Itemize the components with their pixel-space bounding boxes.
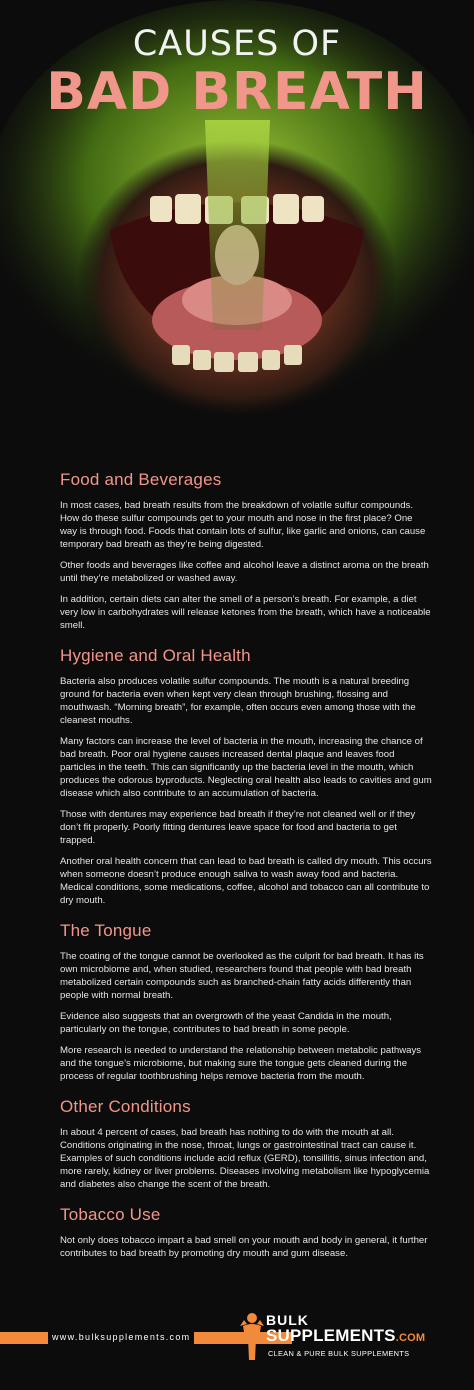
section-the-tongue — [60, 921, 432, 1083]
brand-suffix: .COM — [395, 1332, 426, 1344]
page-title: BAD BREATH — [46, 62, 428, 122]
website-link[interactable]: www.bulksupplements.com — [48, 1329, 194, 1346]
paragraph: Evidence also suggests that an overgrowth of the yeast Candida in the mouth, particularly on the tongue, contributes to bad breath in some people. — [60, 1011, 392, 1035]
article-body — [60, 470, 432, 1274]
paragraph: Bacteria also produces volatile sulfur compounds. The mouth is a natural breeding ground for bacteria even when kept very clean through brushing, flossing and mouthwash. “Morning breath”, for example, often occurs even among those with the cleanest mouths. — [60, 676, 416, 726]
paragraph: The coating of the tongue cannot be overlooked as the culprit for bad breath. It has its own microbiome and, when studied, researchers found that people with bad breath metabolized certain compounds such as branched-chain fatty acids differently than people with normal breath. — [60, 951, 424, 1001]
paragraph: In about 4 percent of cases, bad breath has nothing to do with the mouth at all. Conditions originating in the nose, throat, lungs or gastrointestinal tract can cause it. Examples of such conditions include acid reflux (GERD), tonsillitis, sinus infection and, more rarely, kidney or liver problems. Diseases involving metabolism like hypoglycemia and diabetes also change the scent of the breath. — [60, 1127, 430, 1190]
paragraph: Those with dentures may experience bad breath if they’re not cleaned well or if they don’t fit properly. Poorly fitting dentures leave space for food and bacteria to get trapped. — [60, 809, 416, 846]
section-heading: Tobacco Use — [60, 1205, 161, 1224]
hero-banner — [0, 0, 474, 440]
section-heading: Hygiene and Oral Health — [60, 646, 251, 665]
brand-name-line1: BULK — [266, 1312, 309, 1328]
title-top: CAUSES OF — [132, 24, 342, 64]
paragraph: Many factors can increase the level of bacteria in the mouth, increasing the chance of bad breath. Poor oral hygiene causes increased dental plaque and leaves food particles in the teeth. This can significantly up the bacteria level in the mouth, which produces the odorous byproducts. Neglecting oral health also leads to cavities and gum disease which also contribute to an accumulation of bacteria. — [60, 736, 432, 799]
section-tobacco-use — [60, 1205, 432, 1260]
section-heading: Other Conditions — [60, 1097, 191, 1116]
section-other-conditions — [60, 1097, 432, 1191]
footer — [0, 1300, 474, 1390]
section-hygiene-and-oral-health — [60, 646, 432, 907]
flexing-figure-logo-icon — [240, 1312, 264, 1362]
paragraph: In addition, certain diets can alter the smell of a person’s breath. For example, a diet very low in carbohydrates will release ketones from the breath, which have a noticeable smell. — [60, 594, 431, 631]
brand-name-main: SUPPLEMENTS — [266, 1326, 396, 1345]
paragraph: Other foods and beverages like coffee and alcohol leave a distinct aroma on the breath until they’re metabolized or washed away. — [60, 560, 429, 584]
section-heading: The Tongue — [60, 921, 152, 940]
brand-name-line2 — [266, 1326, 425, 1346]
section-heading: Food and Beverages — [60, 470, 222, 489]
paragraph: Another oral health concern that can lead to bad breath is called dry mouth. This occurs when someone doesn’t produce enough saliva to wash away food and bacteria. Medical conditions, some medications, coffee, alcohol and tobacco can all contribute to dry mouth. — [60, 856, 432, 906]
brand-tagline: CLEAN & PURE BULK SUPPLEMENTS — [268, 1349, 410, 1358]
paragraph: In most cases, bad breath results from the breakdown of volatile sulfur compounds. How do these sulfur compounds get to your mouth and nose in the first place? One way is through food. Foods that contain lots of sulfur, like garlic and onions, can cause temporary bad breath as they’re being digested. — [60, 500, 426, 550]
section-food-and-beverages — [60, 470, 432, 632]
paragraph: Not only does tobacco impart a bad smell on your mouth and body in general, it further contributes to bad breath by promoting dry mouth and gum disease. — [60, 1235, 428, 1259]
paragraph: More research is needed to understand the relationship between metabolic pathways and the tongue’s microbiome, but making sure the tongue gets cleaned during the process of regular toothbrushing helps remove bacteria from the mouth. — [60, 1045, 422, 1082]
